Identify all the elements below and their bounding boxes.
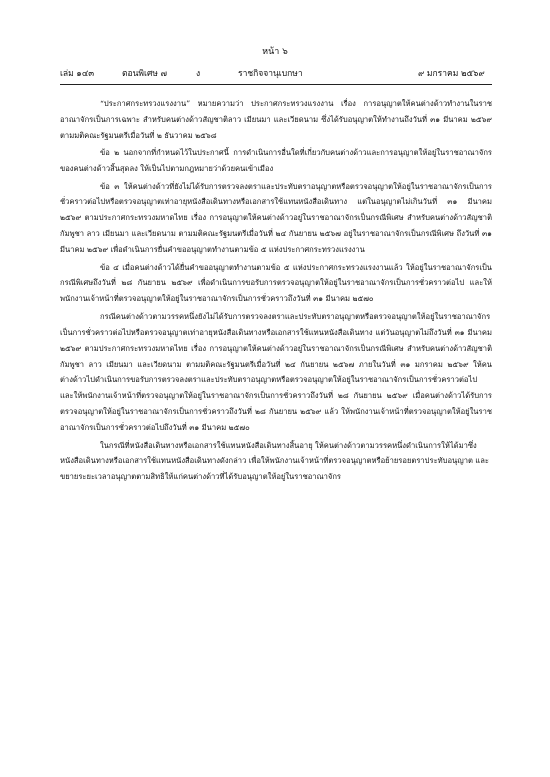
paragraph-clause-3: ข้อ ๓ ให้คนต่างด้าวที่ยังไม่ได้รับการตรวจลงตราและประทับตราอนุญาตหรือตรวจอนุญาตให้อยู่ในราชอาณาจักรเป็นการชั่วคราวต่อไปหรือตรวจอนุญาตเท่าอายุหนังสือเดินทางหรือเอกสารใช้แทนหนังสือเดินทาง แต่ในอนุญาตไม่เกินวันที่ ๓๑ มีนาคม ๒๕๖๙ ตามประกาศกระทรวงมหาดไทย เรื่อง การอนุญาตให้คนต่างด้าวอยู่ในราชอาณาจักรเป็นกรณีพิเศษ สำหรับคนต่างด้าวสัญชาติกัมพูชา ลาว เมียนมา และเวียดนาม ตามมติคณะรัฐมนตรีเมื่อวันที่ ๒๔ กันยายน ๒๕๖๗ อยู่ในราชอาณาจักรเป็นกรณีพิเศษ ถึงวันที่ ๓๑ มีนาคม ๒๕๖๙ เพื่อดำเนินการยื่นคำขออนุญาตทำงานตามข้อ ๕ แห่งประกาศกระทรวงแรงงาน (60, 181, 492, 255)
header-gazette-title: ราชกิจจานุเบกษา (238, 69, 303, 79)
header-date: ๙ มกราคม ๒๕๖๙ (418, 69, 485, 79)
paragraph-definition: “ประกาศกระทรวงแรงงาน” หมายความว่า ประกาศกระทรวงแรงงาน เรื่อง การอนุญาตให้คนต่างด้าวทำงานในราชอาณาจักรเป็นการเฉพาะ สำหรับคนต่างด้าวสัญชาติลาว เมียนมา และเวียดนาม ซึ่งได้รับอนุญาตให้ทำงานถึงวันที่ ๓๑ มีนาคม ๒๕๖๙ ตามมติคณะรัฐมนตรีเมื่อวันที่ ๒ ธันวาคม ๒๕๖๘ (60, 99, 492, 140)
header-book: เล่ม ๑๔๓ (60, 69, 95, 79)
page-number: หน้า ๖ (262, 47, 288, 57)
header-part: ง (196, 69, 201, 79)
gazette-header (60, 66, 492, 79)
paragraph-clause-2: ข้อ ๒ นอกจากที่กำหนดไว้ในประกาศนี้ การดำเนินการอื่นใดที่เกี่ยวกับคนต่างด้าวและการอนุญาตให้อยู่ในราชอาณาจักรของคนต่างด้าวสิ้นสุดลง ให้เป็นไปตามกฎหมายว่าด้วยคนเข้าเมือง (60, 148, 492, 174)
header-divider (60, 84, 492, 85)
paragraph-passport-expiry: ในกรณีที่หนังสือเดินทางหรือเอกสารใช้แทนหนังสือเดินทางสิ้นอายุ ให้คนต่างด้าวตามวรรคหนึ่งดำเนินการให้ได้มาซึ่งหนังสือเดินทางหรือเอกสารใช้แทนหนังสือเดินทางดังกล่าว เพื่อให้พนักงานเจ้าหน้าที่ตรวจอนุญาตหรือย้ายรอยตราประทับอนุญาต และขยายระยะเวลาอนุญาตตามสิทธิให้แก่คนต่างด้าวที่ได้รับอนุญาตให้อยู่ในราชอาณาจักร (60, 440, 489, 482)
document-body (60, 96, 492, 487)
header-section: ตอนพิเศษ ๗ (122, 69, 168, 79)
paragraph-clause-4-subsection: กรณีคนต่างด้าวตามวรรคหนึ่งยังไม่ได้รับการตรวจลงตราและประทับตราอนุญาตหรือตรวจอนุญาตให้อยู่ในราชอาณาจักรเป็นการชั่วคราวต่อไปหรือตรวจอนุญาตเท่าอายุหนังสือเดินทางหรือเอกสารใช้แทนหนังสือเดินทาง แต่วันอนุญาตไม่ถึงวันที่ ๓๑ มีนาคม ๒๕๖๙ ตามประกาศกระทรวงมหาดไทย เรื่อง การอนุญาตให้คนต่างด้าวอยู่ในราชอาณาจักรเป็นกรณีพิเศษ สำหรับคนต่างด้าวสัญชาติกัมพูชา ลาว เมียนมา และเวียดนาม ตามมติคณะรัฐมนตรีเมื่อวันที่ ๒๔ กันยายน ๒๕๖๗ ภายในวันที่ ๓๑ มกราคม ๒๕๖๙ ให้คนต่างด้าวไปดำเนินการขอรับการตรวจลงตราและประทับตราอนุญาตหรือตรวจอนุญาตให้อยู่ในราชอาณาจักรเป็นการชั่วคราวต่อไป และให้พนักงานเจ้าหน้าที่ตรวจอนุญาตให้อยู่ในราชอาณาจักรเป็นการชั่วคราวถึงวันที่ ๒๘ กันยายน ๒๕๖๙ เมื่อคนต่างด้าวได้รับการตรวจอนุญาตให้อยู่ในราชอาณาจักรเป็นการชั่วคราวถึงวันที่ ๒๘ กันยายน ๒๕๖๙ แล้ว ให้พนักงานเจ้าหน้าที่ตรวจอนุญาตให้อยู่ในราชอาณาจักรเป็นการชั่วคราวต่อไปถึงวันที่ ๓๑ มีนาคม ๒๕๗๐ (60, 311, 492, 433)
paragraph-clause-4: ข้อ ๔ เมื่อคนต่างด้าวได้ยื่นคำขออนุญาตทำงานตามข้อ ๕ แห่งประกาศกระทรวงแรงงานแล้ว ให้อยู่ในราชอาณาจักรเป็นกรณีพิเศษถึงวันที่ ๒๘ กันยายน ๒๕๖๙ เพื่อดำเนินการขอรับการตรวจอนุญาตให้อยู่ในราชอาณาจักรเป็นการชั่วคราวต่อไป และให้พนักงานเจ้าหน้าที่ตรวจอนุญาตให้อยู่ในราชอาณาจักรเป็นการชั่วคราวถึงวันที่ ๓๑ มีนาคม ๒๕๗๐ (60, 262, 492, 304)
